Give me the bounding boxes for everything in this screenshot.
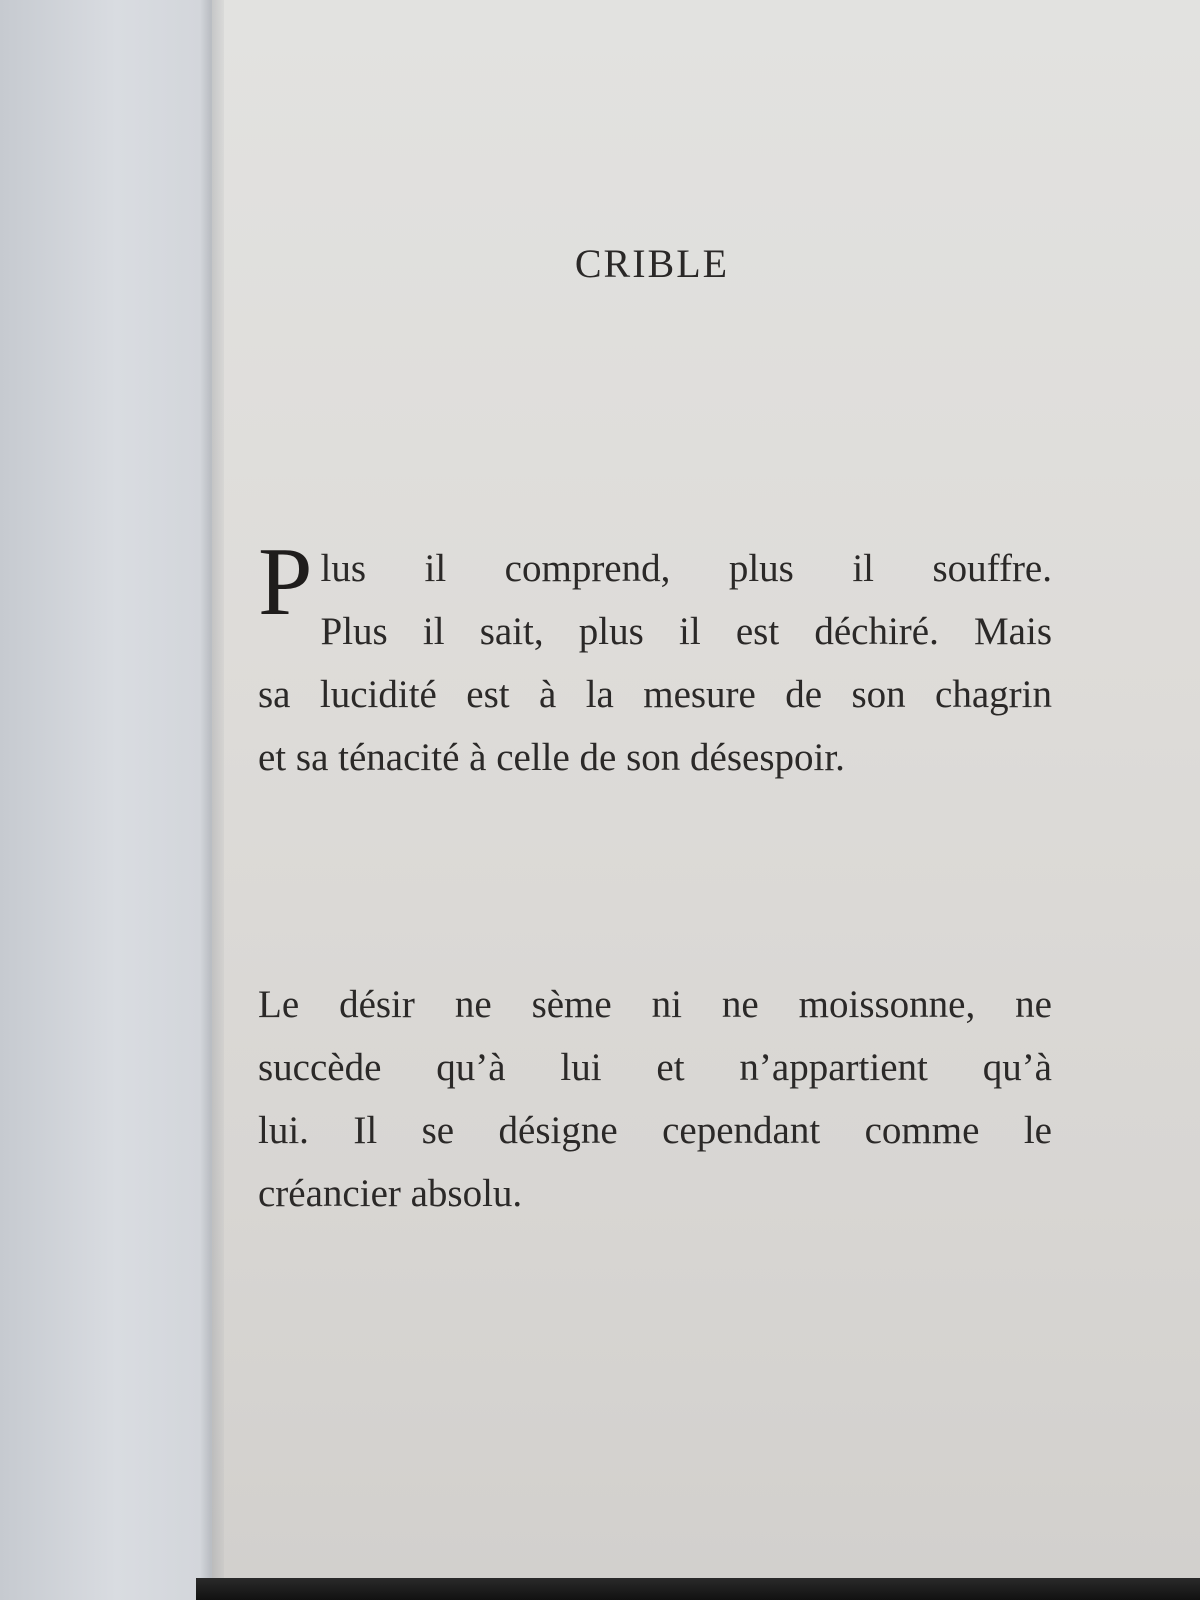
paragraph-1-line-1: lus il comprend, plus il souffre. (320, 547, 1052, 590)
paragraph-1 (258, 528, 1052, 789)
paragraph-1-line-3: sa lucidité est à la mesure de son chagrin (258, 673, 1052, 716)
paragraph-2-line-3: lui. Il se désigne cependant comme le (258, 1109, 1052, 1152)
drop-cap: P (258, 528, 313, 636)
paragraph-2-line-4: créancier absolu. (258, 1172, 523, 1215)
paragraph-2 (258, 973, 1052, 1225)
page-bottom-edge (196, 1578, 1200, 1600)
paragraph-2-line-1: Le désir ne sème ni ne moissonne, ne (258, 983, 1052, 1026)
paragraph-1-line-2: Plus il sait, plus il est déchiré. Mais (320, 610, 1052, 653)
page-title: CRIBLE (574, 241, 730, 286)
book-page (212, 0, 1200, 1580)
paragraph-2-line-2: succède qu’à lui et n’appartient qu’à (258, 1046, 1052, 1089)
paragraph-1-line-4: et sa ténacité à celle de son désespoir. (258, 736, 845, 779)
facing-left-page (0, 0, 212, 1600)
